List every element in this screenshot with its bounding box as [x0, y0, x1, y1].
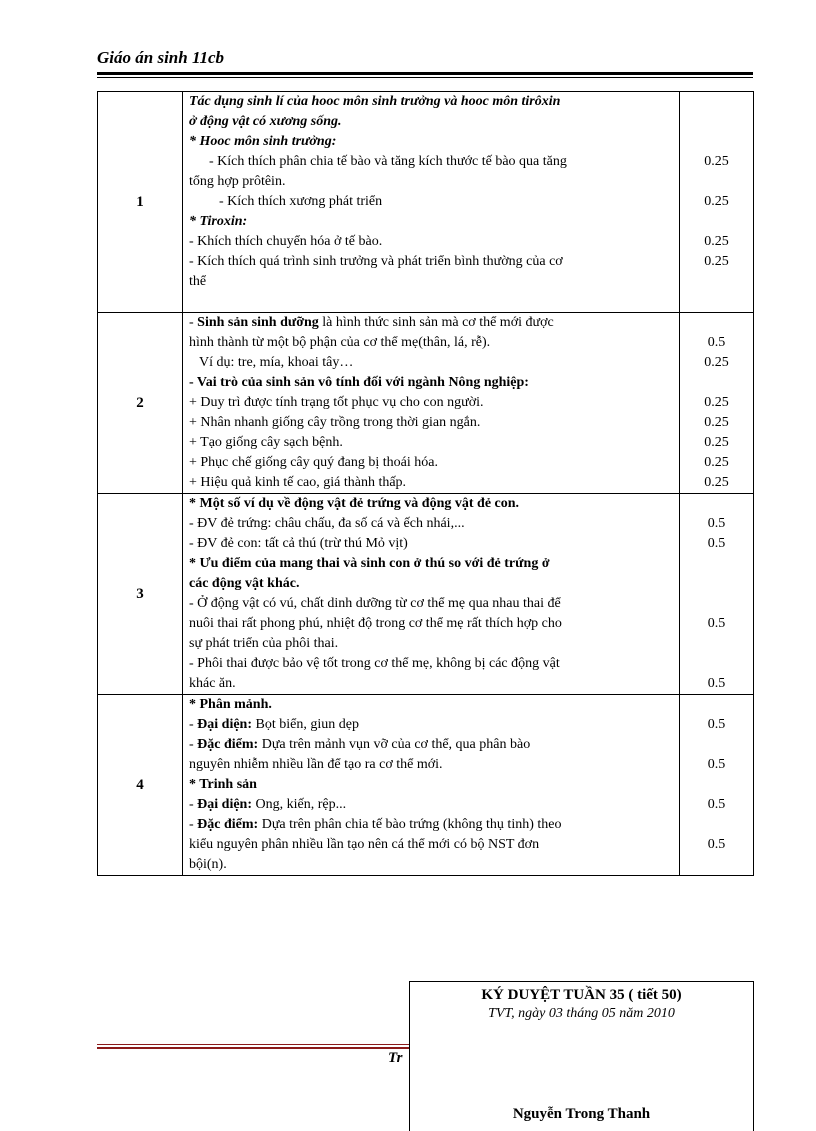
footer-rule-thin: [97, 1044, 427, 1045]
header-rule-thin: [97, 77, 753, 78]
answer-line: - Khích thích chuyển hóa ở tế bào.: [189, 234, 383, 249]
score-value: [686, 594, 747, 614]
line-text: là hình thức sinh sản mà cơ thể mới được: [318, 315, 554, 330]
answer-line: bội(n).: [189, 857, 227, 872]
score-column: [680, 494, 754, 695]
score-value: [686, 494, 747, 514]
score-value: 0.25: [704, 415, 729, 430]
answer-line: Tác dụng sinh lí của hooc môn sinh trưởng và hooc môn tirôxin: [189, 94, 561, 109]
score-value: [686, 132, 747, 152]
answer-line: [189, 735, 673, 755]
score-value: 0.25: [704, 395, 729, 410]
score-value: [686, 574, 747, 594]
score-column: [680, 695, 754, 876]
approval-signature-box: [409, 981, 754, 1131]
score-value: 0.25: [704, 254, 729, 269]
score-value: [686, 735, 747, 755]
answer-content: [183, 313, 680, 494]
table-row: [98, 695, 754, 876]
answer-line: * Ưu điểm của mang thai và sinh con ở thú so với đẻ trứng ở: [189, 556, 550, 571]
line-text: Dựa trên mảnh vụn vỡ của cơ thể, qua phân bào: [258, 737, 531, 752]
score-value: 0.5: [707, 757, 726, 772]
bold-term: Sinh sản sinh dưỡng: [197, 315, 319, 330]
score-value: [686, 172, 747, 192]
answer-line: các động vật khác.: [189, 576, 300, 591]
answer-line: - ĐV đẻ trứng: châu chấu, đa số cá và ếch nhái,...: [189, 516, 465, 531]
score-column: [680, 313, 754, 494]
table-row: [98, 313, 754, 494]
answer-line: * Tiroxin:: [189, 214, 248, 229]
bold-term: Đặc điểm:: [197, 737, 259, 752]
question-number: 1: [98, 92, 183, 313]
score-value: 0.5: [707, 837, 726, 852]
line-prefix: -: [189, 315, 198, 330]
answer-line: [189, 815, 673, 835]
answer-line: thể: [189, 274, 207, 289]
answer-line: - Kích thích phân chia tế bào và tăng kích thước tế bào qua tăng: [209, 154, 567, 169]
answer-line: kiểu nguyên phân nhiều lần tạo nên cá thể mới có bộ NST đơn: [189, 837, 540, 852]
answer-grading-table-body: [98, 92, 754, 876]
score-value: 0.5: [707, 516, 726, 531]
score-value: 0.25: [704, 455, 729, 470]
score-value: [686, 92, 747, 112]
answer-line: [189, 715, 673, 735]
line-prefix: -: [189, 817, 198, 832]
score-value: 0.25: [704, 194, 729, 209]
answer-line: + Nhân nhanh giống cây trồng trong thời gian ngắn.: [189, 415, 481, 430]
bold-term: Đại diện:: [197, 797, 253, 812]
answer-line: - Vai trò của sinh sản vô tính đối với ngành Nông nghiệp:: [189, 375, 529, 390]
score-value: 0.5: [707, 676, 726, 691]
bold-term: Đặc điểm:: [197, 817, 259, 832]
answer-line: * Hooc môn sinh trưởng:: [189, 134, 337, 149]
answer-line: [189, 795, 673, 815]
answer-grading-table: [97, 91, 754, 876]
answer-line: - Phôi thai được bảo vệ tốt trong cơ thể mẹ, không bị các động vật: [189, 656, 560, 671]
score-value: 0.5: [707, 335, 726, 350]
score-value: 0.5: [707, 797, 726, 812]
line-text: Bọt biển, giun dẹp: [252, 717, 359, 732]
answer-line: - Kích thích xương phát triển: [219, 194, 383, 209]
line-text: Dựa trên phân chia tế bào trứng (không thụ tinh) theo: [258, 817, 562, 832]
answer-line: nuôi thai rất phong phú, nhiệt độ trong cơ thể mẹ rất thích hợp cho: [189, 616, 562, 631]
score-value: 0.5: [707, 616, 726, 631]
line-text: Ong, kiến, rệp...: [252, 797, 347, 812]
footer-rule-thick: [97, 1047, 427, 1049]
line-prefix: -: [189, 797, 198, 812]
answer-line: + Phục chế giống cây quý đang bị thoái hóa.: [189, 455, 438, 470]
answer-line: + Hiệu quả kinh tế cao, giá thành thấp.: [189, 475, 407, 490]
answer-content: [183, 92, 680, 313]
score-value: [686, 373, 747, 393]
approval-date: TVT, ngày 03 tháng 05 năm 2010: [488, 1006, 675, 1021]
score-value: 0.25: [704, 234, 729, 249]
score-value: [686, 775, 747, 795]
answer-line: * Phân mảnh.: [189, 697, 272, 712]
approver-name: Nguyễn Trong Thanh: [512, 1106, 651, 1122]
answer-line: * Trinh sản: [189, 777, 257, 792]
score-value: [686, 272, 747, 292]
answer-content: [183, 494, 680, 695]
answer-line: [189, 292, 673, 312]
answer-line: * Một số ví dụ về động vật đẻ trứng và động vật đẻ con.: [189, 496, 520, 511]
header-rule-thick: [97, 72, 753, 75]
score-value: [686, 634, 747, 654]
answer-line: + Tạo giống cây sạch bệnh.: [189, 435, 343, 450]
answer-line: hình thành từ một bộ phận của cơ thể mẹ(thân, lá, rễ).: [189, 335, 491, 350]
bold-term: Đại diện:: [197, 717, 253, 732]
score-value: [686, 554, 747, 574]
question-number: 4: [98, 695, 183, 876]
answer-content: [183, 695, 680, 876]
page-header-title: Giáo án sinh 11cb: [97, 48, 225, 67]
score-value: [686, 292, 747, 312]
answer-line: - Kích thích quá trình sinh trưởng và phát triển bình thường của cơ: [189, 254, 563, 269]
line-prefix: -: [189, 737, 198, 752]
table-row: [98, 92, 754, 313]
score-value: 0.25: [704, 435, 729, 450]
answer-line: nguyên nhiễm nhiều lần để tạo ra cơ thể mới.: [189, 757, 443, 772]
score-value: [686, 313, 747, 333]
question-number: 3: [98, 494, 183, 695]
score-value: 0.5: [707, 536, 726, 551]
question-number: 2: [98, 313, 183, 494]
score-value: [686, 855, 747, 875]
line-prefix: -: [189, 717, 198, 732]
table-row: [98, 494, 754, 695]
score-value: 0.25: [704, 355, 729, 370]
score-value: [686, 695, 747, 715]
score-value: [686, 112, 747, 132]
score-column: [680, 92, 754, 313]
score-value: [686, 815, 747, 835]
answer-line: [189, 313, 673, 333]
score-value: 0.25: [704, 154, 729, 169]
score-value: 0.25: [704, 475, 729, 490]
answer-line: khác ăn.: [189, 676, 236, 691]
score-value: [686, 654, 747, 674]
score-value: [686, 212, 747, 232]
answer-line: tổng hợp prôtêin.: [189, 174, 286, 189]
answer-line: + Duy trì được tính trạng tốt phục vụ cho con người.: [189, 395, 484, 410]
score-value: 0.5: [707, 717, 726, 732]
answer-line: sự phát triển của phôi thai.: [189, 636, 339, 651]
answer-line: Ví dụ: tre, mía, khoai tây…: [199, 355, 354, 370]
footer-partial-text: Tr: [388, 1050, 403, 1066]
approval-heading: KÝ DUYỆT TUẦN 35 ( tiết 50): [481, 987, 682, 1003]
answer-line: - ĐV đẻ con: tất cả thú (trừ thú Mỏ vịt): [189, 536, 408, 551]
answer-line: - Ở động vật có vú, chất dinh dưỡng từ cơ thể mẹ qua nhau thai để: [189, 596, 561, 611]
answer-line: ở động vật có xương sống.: [189, 114, 342, 129]
